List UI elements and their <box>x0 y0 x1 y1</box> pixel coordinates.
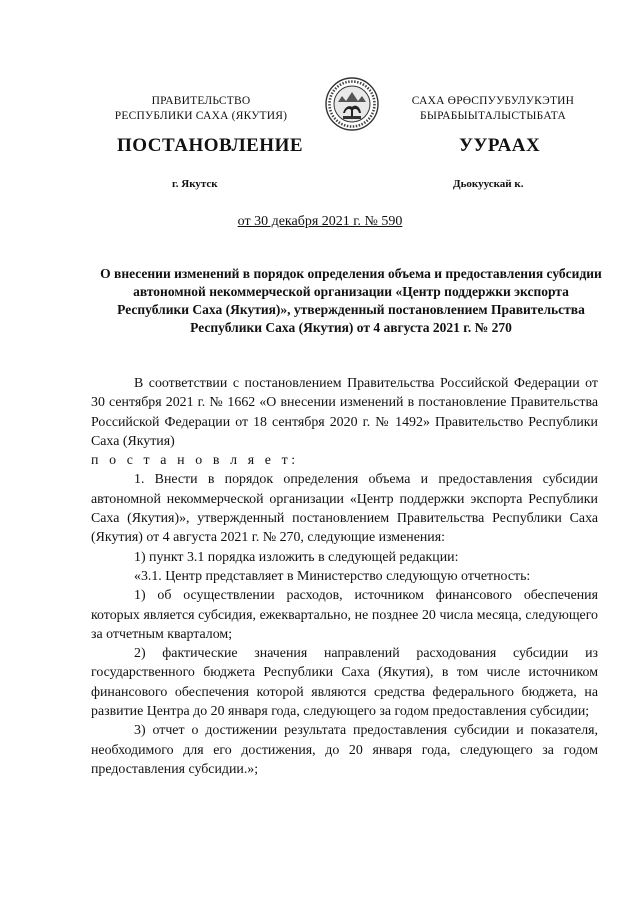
header-left <box>100 94 302 124</box>
header-left-line1: ПРАВИТЕЛЬСТВО <box>151 95 251 107</box>
paragraph-preamble: В соответствии с постановлением Правительства Российской Федерации от 30 сентября 2021 г. № 1662 «О внесении изменений в постановление Правительства Российской Федерации от 18 сентября 2020 г. № 1492» Правительство Республики Саха (Якутия) <box>91 376 598 449</box>
header-right-line1: САХА ӨРӨСПУУБУЛУКЭТИН <box>411 95 575 107</box>
document-title: О внесении изменений в порядок определения объема и предоставления субсидии автономной некоммерческой организации «Центр поддержки экспорта Республики Саха (Якутия)», утвержденный постановлением Правительства Республики Саха (Якутия) от 4 августа 2021 г. № 270 <box>100 266 602 335</box>
paragraph-report-2: 2) фактические значения направлений расходования субсидии из государственного бюджета Республики Саха (Якутия), в том числе источником финансового обеспечения которой являются средства федерального бюджета, на развитие Центра до 20 января года, следующего за годом предоставления субсидии; <box>91 646 598 720</box>
paragraph-subitem-1: 1) пункт 3.1 порядка изложить в следующей редакции: <box>134 549 459 565</box>
document-body <box>91 374 598 779</box>
city-ru: г. Якутск <box>172 178 218 190</box>
document-dateline <box>0 214 640 230</box>
header-right <box>387 94 599 124</box>
paragraph-item-1: 1. Внести в порядок определения объема и предоставления субсидии автономной некоммерческой организации «Центр поддержки экспорта Республики Саха (Якутия)», утвержденный постановлением Правительства Республики Саха (Якутия) от 4 августа 2021 г. № 270, следующие изменения: <box>91 472 598 546</box>
paragraph-clause-3-1: «3.1. Центр представляет в Министерство следующую отчетность: <box>134 568 531 584</box>
paragraph-report-1: 1) об осуществлении расходов, источником финансового обеспечения которых является субсидия, ежеквартально, не позднее 20 числа месяца, следующего за отчетным кварталом; <box>91 588 598 642</box>
coat-of-arms-emblem-icon <box>324 76 380 132</box>
decree-word: п о с т а н о в л я е т: <box>91 453 299 469</box>
doc-type-sakha: УУРААХ <box>459 135 541 156</box>
header-left-line2: РЕСПУБЛИКИ САХА (ЯКУТИЯ) <box>114 110 288 122</box>
city-sakha: Дьокуускай к. <box>453 178 524 190</box>
header-right-line2: БЫРАБЫЫТАЛЫСТЫБАТА <box>420 110 566 122</box>
doc-type-ru: ПОСТАНОВЛЕНИЕ <box>117 135 304 156</box>
dateline-text: от 30 декабря 2021 г. № 590 <box>237 214 403 229</box>
paragraph-report-3: 3) отчет о достижении результата предоставления субсидии и показателя, необходимого для его достижения, до 20 января года, следующего за годом предоставления субсидии.»; <box>91 723 598 777</box>
